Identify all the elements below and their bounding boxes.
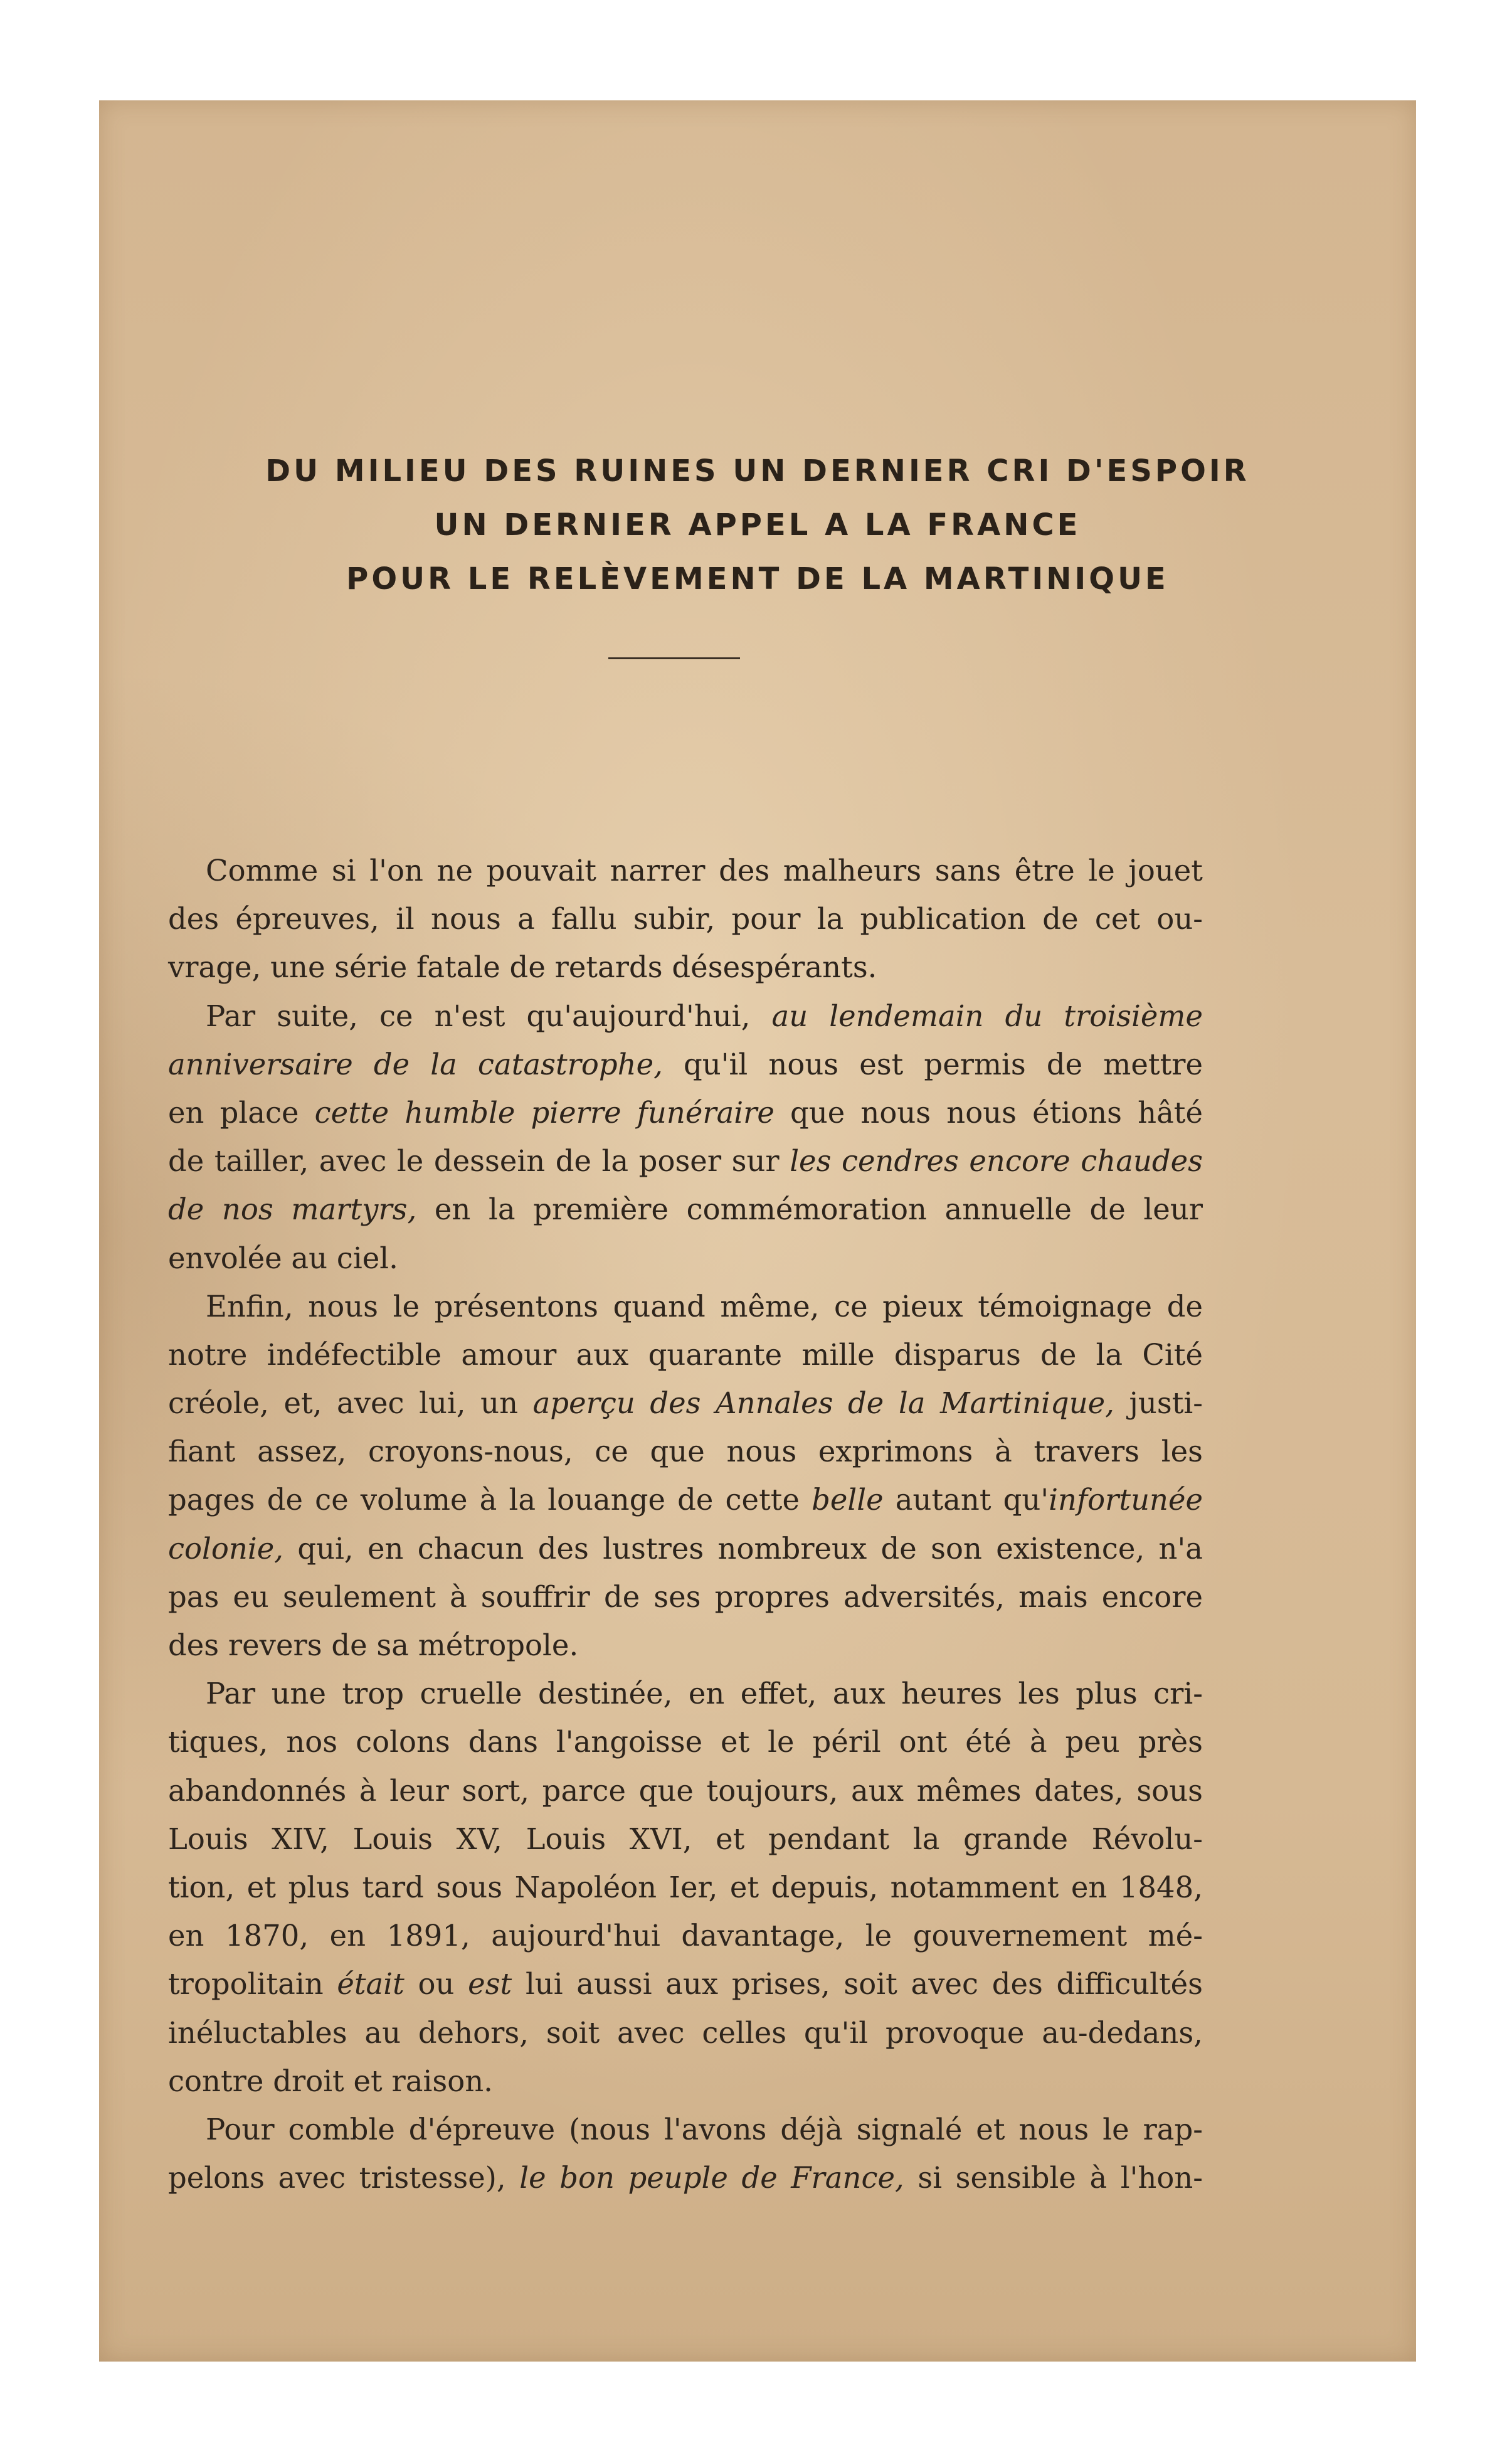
text-run: que nous nous étions hâté [790,1095,1203,1130]
text-line: inéluctables au dehors, soit avec celles qu'il provoque au-dedans, [168,2015,1203,2050]
text-run: en la première commémoration annuelle de leur [434,1192,1203,1227]
text-line [168,2154,1203,2202]
text-run: tropolitain [168,1967,324,2002]
title-line-2: UN DERNIER APPEL A LA FRANCE [434,507,1081,543]
text-line [168,992,1203,1041]
text-run: ou [418,1967,455,2002]
italic-run: anniversaire de la catastrophe, [168,1047,663,1081]
body-text [168,847,1203,2202]
text-line: Par une trop cruelle destinée, en effet, aux heures les plus cri- [206,1677,1203,1711]
text-line: abandonnés à leur sort, parce que toujours, aux mêmes dates, sous [168,1773,1203,1808]
text-run: si sensible à l'hon- [917,2161,1203,2195]
text-run: autant qu' [895,1483,1049,1517]
text-line: contre droit et raison. [168,2064,493,2098]
text-run: qu'il nous est permis de mettre [684,1047,1203,1081]
italic-run: infortunée [1049,1483,1203,1517]
text-line: en 1870, en 1891, aujourd'hui davantage, le gouvernement mé- [168,1919,1203,1953]
italic-run: au lendemain du troisième [771,999,1203,1033]
italic-run: était [337,1967,404,2002]
text-line [168,1137,1203,1185]
italic-run: les cendres encore chaudes [790,1144,1203,1179]
title-divider [608,657,740,659]
text-line [168,1960,1203,2008]
text-run: Par suite, ce n'est qu'aujourd'hui, [206,999,751,1033]
text-run: créole, et, avec lui, un [168,1386,519,1421]
text-run: en place [168,1095,299,1130]
text-line: tiques, nos colons dans l'angoisse et le péril ont été à peu près [168,1725,1203,1759]
italic-run: est [468,1967,512,2002]
italic-run: colonie, [168,1531,284,1566]
text-line [168,1089,1203,1137]
text-run: pelons avec tristesse), [168,2161,506,2195]
text-line [168,1041,1203,1089]
text-line: tion, et plus tard sous Napoléon Ier, et depuis, notamment en 1848, [168,1870,1203,1904]
text-line: Enfin, nous le présentons quand même, ce pieux témoignage de [206,1289,1203,1323]
text-run: qui, en chacun des lustres nombreux de son existence, n'a [297,1531,1203,1566]
text-line [168,1185,1203,1234]
italic-run: de nos martyrs, [168,1192,417,1227]
italic-run: cette humble pierre funéraire [314,1095,775,1130]
title-line-3: POUR LE RELÈVEMENT DE LA MARTINIQUE [346,561,1169,597]
text-line [168,1476,1203,1524]
italic-run: belle [812,1483,884,1517]
text-line: des épreuves, il nous a fallu subir, pour la publication de cet ou- [168,902,1203,936]
text-line: vrage, une série fatale de retards désespérants. [168,950,877,985]
text-run: justi- [1129,1386,1203,1421]
title-line-1: DU MILIEU DES RUINES UN DERNIER CRI D'ESPOIR [265,453,1250,489]
text-line [168,1379,1203,1428]
text-line: Comme si l'on ne pouvait narrer des malheurs sans être le jouet [206,854,1203,888]
text-line: fiant assez, croyons-nous, ce que nous exprimons à travers les [168,1434,1203,1469]
text-line: Louis XIV, Louis XV, Louis XVI, et pendant la grande Révolu- [168,1822,1203,1856]
chapter-title [99,444,1416,606]
text-line: des revers de sa métropole. [168,1628,579,1662]
text-line: notre indéfectible amour aux quarante mille disparus de la Cité [168,1337,1203,1372]
text-run: pages de ce volume à la louange de cette [168,1483,800,1517]
text-line: Pour comble d'épreuve (nous l'avons déjà signalé et nous le rap- [206,2112,1203,2146]
text-line: envolée au ciel. [168,1241,398,1275]
italic-run: le bon peuple de France, [519,2161,904,2195]
text-run: lui aussi aux prises, soit avec des difficultés [525,1967,1203,2002]
text-line: pas eu seulement à souffrir de ses propres adversités, mais encore [168,1579,1203,1614]
text-run: de tailler, avec le dessein de la poser sur [168,1144,780,1179]
italic-run: aperçu des Annales de la Martinique, [532,1386,1114,1421]
scanned-page [99,100,1416,2362]
text-line [168,1525,1203,1573]
